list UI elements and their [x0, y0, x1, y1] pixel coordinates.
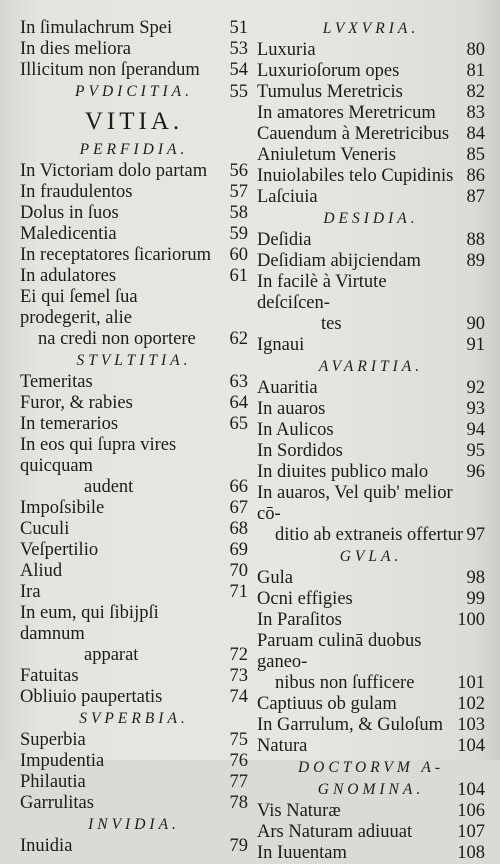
- index-entry: [20, 414, 248, 435]
- entry-title: In Garrulum, & Guloſum: [257, 715, 444, 735]
- index-entry: [257, 40, 485, 61]
- entry-title: Ars Naturam adiuuat: [257, 822, 413, 842]
- index-entry: [20, 393, 248, 414]
- entry-title: Aliud: [20, 561, 63, 581]
- page-number: 56: [229, 161, 248, 181]
- page-number: 102: [457, 694, 485, 714]
- entry-title: In eum, qui ſibijpſi damnum: [20, 603, 159, 644]
- entry-title: In Iuuentam: [257, 843, 347, 863]
- entry-title-continuation: audent: [84, 477, 134, 497]
- page-number: 75: [229, 730, 248, 750]
- page-number: 72: [229, 645, 248, 665]
- heading-text: INVIDIA.: [88, 816, 180, 833]
- index-entry: [257, 420, 485, 441]
- page-number: 98: [466, 568, 485, 588]
- index-entry: [20, 687, 248, 708]
- index-entry: [20, 372, 248, 393]
- entry-title: Luxurioſorum opes: [257, 61, 400, 81]
- page-number: 104: [457, 780, 485, 800]
- category-heading: [20, 81, 248, 103]
- index-entry: [257, 736, 485, 757]
- entry-title: Auaritia: [257, 378, 318, 398]
- page-number: 60: [229, 245, 248, 265]
- entry-title-continuation: apparat: [84, 645, 139, 665]
- index-entry: [20, 182, 248, 203]
- category-heading: [257, 356, 485, 378]
- page-number: 82: [466, 82, 485, 102]
- index-entry: [257, 187, 485, 208]
- index-entry: [257, 61, 485, 82]
- page-number: 106: [457, 801, 485, 821]
- heading-text: SVPERBIA.: [79, 710, 189, 727]
- page-number: 100: [457, 610, 485, 630]
- entry-title: Ocni effigies: [257, 589, 353, 609]
- index-entry: [257, 801, 485, 822]
- page-number: 55: [229, 82, 248, 102]
- index-entry: [257, 378, 485, 399]
- entry-title-continuation: nibus non ſufficere: [275, 673, 415, 693]
- index-entry: [20, 245, 248, 266]
- category-heading: [257, 546, 485, 568]
- index-entry: [257, 272, 485, 335]
- index-entry: [20, 287, 248, 350]
- index-entry: [20, 793, 248, 814]
- page-number: 95: [466, 441, 485, 461]
- index-entry: [257, 589, 485, 610]
- entry-title: Cauendum à Meretricibus: [257, 124, 450, 144]
- category-heading: [20, 708, 248, 730]
- index-entry: [257, 610, 485, 631]
- index-entry: [20, 435, 248, 498]
- entry-title: Temeritas: [20, 372, 93, 392]
- index-entry: [20, 203, 248, 224]
- index-entry: [20, 730, 248, 751]
- page-number: 83: [466, 103, 485, 123]
- index-entry: [20, 224, 248, 245]
- index-entry: [257, 103, 485, 124]
- entry-title: Tumulus Meretricis: [257, 82, 403, 102]
- heading-text: DESIDIA.: [323, 210, 419, 227]
- entry-title: In fraudulentos: [20, 182, 133, 202]
- index-entry: [257, 251, 485, 272]
- index-entry: [20, 18, 248, 39]
- page-number: 108: [457, 843, 485, 863]
- entry-title: In eos qui ſupra vires quicquam: [20, 435, 177, 476]
- index-entry: [20, 161, 248, 182]
- page-number: 53: [229, 39, 248, 59]
- page-number: 89: [466, 251, 485, 271]
- index-entry: [257, 230, 485, 251]
- page-number: 103: [457, 715, 485, 735]
- page-number: 85: [466, 145, 485, 165]
- page-number: 54: [229, 60, 248, 80]
- index-entry: [257, 82, 485, 103]
- page-number: 73: [229, 666, 248, 686]
- index-entry: [257, 715, 485, 736]
- entry-title: In amatores Meretricum: [257, 103, 436, 123]
- index-entry: [257, 822, 485, 843]
- entry-title: In facilè à Virtute deſciſcen-: [257, 272, 387, 313]
- entry-title: In receptatores ſicariorum: [20, 245, 212, 265]
- entry-title: Ira: [20, 582, 41, 602]
- index-entry: [20, 603, 248, 666]
- index-entry: [20, 39, 248, 60]
- section-title: VITIA.: [84, 108, 184, 135]
- page-number: 65: [229, 414, 248, 434]
- page-number: 62: [229, 329, 248, 349]
- heading-text: PVDICITIA.: [75, 83, 193, 100]
- page-number: 93: [466, 399, 485, 419]
- category-heading: [257, 757, 485, 779]
- page-number: 51: [229, 18, 248, 38]
- page-number: 97: [466, 525, 485, 545]
- page-number: 67: [229, 498, 248, 518]
- index-entry: [257, 462, 485, 483]
- category-heading: [257, 779, 485, 801]
- index-entry: [257, 631, 485, 694]
- index-entry: [20, 60, 248, 81]
- page-number: 78: [229, 793, 248, 813]
- page-number: 87: [466, 187, 485, 207]
- category-heading: [20, 814, 248, 836]
- index-entry: [20, 498, 248, 519]
- page-number: 80: [466, 40, 485, 60]
- page-number: 70: [229, 561, 248, 581]
- page-number: 92: [466, 378, 485, 398]
- page-number: 58: [229, 203, 248, 223]
- page-number: 88: [466, 230, 485, 250]
- index-entry: [257, 124, 485, 145]
- entry-title: In dies meliora: [20, 39, 131, 59]
- page-number: 86: [466, 166, 485, 186]
- page-number: 74: [229, 687, 248, 707]
- index-entry: [20, 582, 248, 603]
- heading-text: DOCTORVM A-: [297, 759, 445, 776]
- page-number: 57: [229, 182, 248, 202]
- entry-title: Paruam culinā duobus ganeo-: [257, 631, 422, 672]
- page-number: 77: [229, 772, 248, 792]
- entry-title: Obliuio paupertatis: [20, 687, 163, 707]
- entry-title: Luxuria: [257, 40, 316, 60]
- entry-title: Ei qui ſemel ſua prodegerit, alie: [20, 287, 138, 328]
- index-entry: [20, 666, 248, 687]
- entry-title: Veſpertilio: [20, 540, 99, 560]
- entry-title: Fatuitas: [20, 666, 79, 686]
- index-entry: [20, 561, 248, 582]
- index-entry: [20, 751, 248, 772]
- entry-title: In adulatores: [20, 266, 117, 286]
- index-entry: [257, 399, 485, 420]
- index-entry: [20, 266, 248, 287]
- entry-title: Inuidia: [20, 836, 73, 856]
- heading-text: STVLTITIA.: [76, 352, 192, 369]
- index-column-right: [257, 18, 485, 864]
- page-number: 81: [466, 61, 485, 81]
- page-number: 107: [457, 822, 485, 842]
- entry-title: Laſciuia: [257, 187, 318, 207]
- page-number: 66: [229, 477, 248, 497]
- heading-text: LVXVRIA.: [322, 20, 420, 37]
- entry-title-continuation: na credi non oportere: [38, 329, 196, 349]
- index-entry: [257, 843, 485, 864]
- index-entry: [20, 772, 248, 793]
- entry-title: Impudentia: [20, 751, 105, 771]
- index-entry: [257, 145, 485, 166]
- index-column-left: [20, 18, 248, 857]
- entry-title: Inuiolabiles telo Cupidinis: [257, 166, 454, 186]
- page-number: 104: [457, 736, 485, 756]
- index-entry: [257, 335, 485, 356]
- page-number: 99: [466, 589, 485, 609]
- entry-title: Impoſsibile: [20, 498, 105, 518]
- index-entry: [257, 441, 485, 462]
- page-number: 71: [229, 582, 248, 602]
- index-entry: [20, 519, 248, 540]
- index-entry: [257, 568, 485, 589]
- category-heading: [257, 208, 485, 230]
- page-number: 79: [229, 836, 248, 856]
- entry-title: Illicitum non ſperandum: [20, 60, 200, 80]
- entry-title: Ignaui: [257, 335, 305, 355]
- entry-title: In Aulicos: [257, 420, 334, 440]
- index-entry: [20, 540, 248, 561]
- page-number: 64: [229, 393, 248, 413]
- entry-title: Dolus in ſuos: [20, 203, 119, 223]
- entry-title: In temerarios: [20, 414, 119, 434]
- entry-title: In Sordidos: [257, 441, 343, 461]
- entry-title: Furor, & rabies: [20, 393, 133, 413]
- entry-title-continuation: ditio ab extraneis offertur: [275, 525, 464, 545]
- heading-text: PERFIDIA.: [79, 141, 189, 158]
- entry-title: In Paraſitos: [257, 610, 342, 630]
- entry-title: In auaros: [257, 399, 326, 419]
- entry-title: In diuites publico malo: [257, 462, 429, 482]
- page-number: 91: [466, 335, 485, 355]
- page-number: 69: [229, 540, 248, 560]
- category-heading: [257, 18, 485, 40]
- entry-title: In Victoriam dolo partam: [20, 161, 208, 181]
- entry-title: Aniuletum Veneris: [257, 145, 396, 165]
- entry-title: Superbia: [20, 730, 86, 750]
- page-number: 68: [229, 519, 248, 539]
- page-number: 59: [229, 224, 248, 244]
- category-heading: [20, 350, 248, 372]
- page-number: 101: [457, 673, 485, 693]
- entry-title: Maledicentia: [20, 224, 117, 244]
- page-number: 76: [229, 751, 248, 771]
- entry-title: Deſidia: [257, 230, 312, 250]
- page-number: 94: [466, 420, 485, 440]
- heading-text: GVLA.: [339, 548, 403, 565]
- entry-title: Vis Naturæ: [257, 801, 341, 821]
- entry-title: Cuculi: [20, 519, 70, 539]
- entry-title: Philautia: [20, 772, 86, 792]
- page-number: 63: [229, 372, 248, 392]
- page-number: 84: [466, 124, 485, 144]
- entry-title: Garrulitas: [20, 793, 94, 813]
- category-heading: [20, 139, 248, 161]
- heading-text: GNOMINA.: [317, 781, 425, 798]
- entry-title: Captiuus ob gulam: [257, 694, 397, 714]
- entry-title: Gula: [257, 568, 293, 588]
- page-number: 96: [466, 462, 485, 482]
- entry-title-continuation: tes: [321, 314, 342, 334]
- heading-text: AVARITIA.: [318, 358, 424, 375]
- page-number: 90: [466, 314, 485, 334]
- index-entry: [257, 483, 485, 546]
- entry-title: In auaros, Vel quib' melior cō-: [257, 483, 453, 524]
- page-number: 61: [229, 266, 248, 286]
- index-entry: [257, 166, 485, 187]
- entry-title: Deſidiam abijciendam: [257, 251, 421, 271]
- entry-title: In ſimulachrum Spei: [20, 18, 173, 38]
- index-entry: [20, 836, 248, 857]
- index-entry: [257, 694, 485, 715]
- entry-title: Natura: [257, 736, 308, 756]
